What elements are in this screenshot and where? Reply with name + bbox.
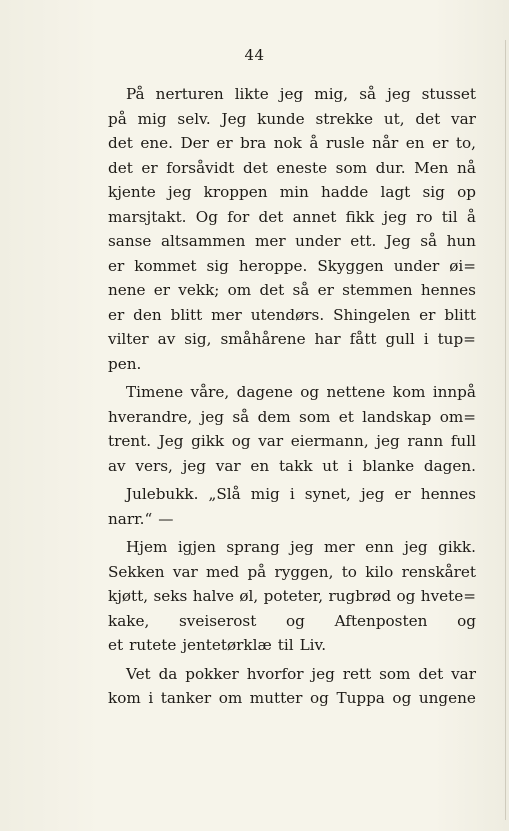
word: med [206,562,240,581]
word: altsammen [160,232,246,250]
word: og [231,432,251,450]
word: dur. [375,158,406,177]
word: pokker [185,664,239,683]
word: våre, [190,383,230,401]
word: mer [324,538,355,556]
text-line [108,278,476,303]
word: heroppe. [238,256,308,275]
word: op [457,183,476,201]
word: er [432,134,449,152]
word: „Slå [208,485,241,503]
word: og [396,587,416,605]
word: det [259,281,285,299]
word: er [108,305,125,324]
body-text [108,82,476,711]
word: blanke [362,456,415,475]
word: mer [254,232,286,250]
word: er [141,158,158,177]
text-line [108,205,476,230]
word: ut [322,456,339,475]
word: og [310,689,329,707]
word: er [153,281,171,299]
word: å [466,207,476,226]
word: nerturen [155,85,224,103]
text-line [108,303,476,328]
word: var [451,664,476,683]
text-line [108,380,476,405]
word: hennes [420,485,476,503]
word: hun [446,232,476,250]
word: den [133,305,162,324]
word: Men [414,158,449,177]
word: tanker [160,689,212,707]
word: selv. [177,109,211,128]
word: var [451,109,476,128]
word: er [394,485,411,503]
word: halve [192,587,234,605]
text-line [108,535,476,560]
word: utendørs. [250,305,325,324]
word: kake, [108,611,150,630]
word: jeg [404,538,428,556]
word: i [423,330,429,348]
text-line [108,107,476,132]
word: i [289,485,295,503]
word: til [277,636,294,654]
word: fikk [345,207,375,226]
text-line [108,156,476,181]
word: Julebukk. [126,485,199,503]
word: så [420,232,438,250]
word: øl, [239,587,259,605]
word: Sekken [108,562,165,581]
text-line [108,454,476,479]
word: mutter [249,689,303,707]
word: jeg [311,664,335,683]
word: Og [195,207,218,226]
word: rusle [325,134,365,152]
word: Shingelen [333,305,411,324]
word: jeg [279,85,304,103]
word: det [258,207,284,226]
word: kommet [134,256,197,275]
word: sveiserost [179,611,257,630]
word: som [335,158,368,177]
word: jeg [387,85,411,103]
word: er [419,305,436,324]
word: nok [273,134,302,152]
word: Skyggen [317,256,384,275]
word: var [172,562,198,581]
text-line [108,180,476,205]
text-line [108,633,476,658]
word: som [379,664,411,683]
word: stusset [421,85,476,103]
text-line [108,352,476,377]
word: landskap [362,407,432,426]
word: og [392,689,412,707]
word: seks [153,587,188,605]
word: jeg [376,432,400,450]
word: pen. [108,354,142,373]
word: det [418,664,444,683]
word: jeg [383,207,407,226]
word: innpå [432,383,476,401]
word: mer [211,305,242,324]
word: og [300,383,320,401]
text-line [108,662,476,687]
word: Aftenposten [334,611,428,630]
word: ungene [418,689,476,707]
word: gikk [191,432,225,450]
text-line [108,327,476,352]
word: rugbrød [328,587,392,605]
word: småhårene [220,330,306,348]
word: en [250,456,270,475]
word: annet [292,207,337,226]
word: og [286,611,305,630]
word: kjøtt, [108,587,149,605]
word: om [218,689,243,707]
word: kroppen [203,183,268,201]
word: sig [422,183,445,201]
word: Jeg [221,109,247,128]
word: øi= [449,256,476,275]
word: og [457,611,476,630]
word: vilter [108,330,149,348]
word: lagt [380,183,411,201]
word: tup= [437,330,476,348]
word: hadde [321,183,369,201]
word: så [232,407,250,426]
text-line [108,686,476,711]
word: Der [180,134,209,152]
word: jentetørklæ [182,636,272,654]
text-line [108,254,476,279]
word: mig [250,485,280,503]
word: når [372,134,399,152]
page-edge-line [505,40,506,820]
word: kjente [108,183,156,201]
word: — [158,509,174,528]
word: vers, [135,456,173,475]
word: full [450,432,476,450]
word: Liv. [299,636,327,654]
word: ene. [140,134,173,152]
word: renskåret [401,562,476,581]
word: jeg [290,538,314,556]
text-line [108,131,476,156]
word: så [359,85,377,103]
text-line [108,584,476,609]
word: ryggen, [274,562,334,581]
word: kom [108,689,141,707]
text-line [108,82,476,107]
word: kom [392,383,426,401]
word: synet, [304,485,351,503]
word: et [338,407,354,426]
word: dagen. [423,456,476,475]
word: nettene [326,383,386,401]
word: sanse [108,232,152,250]
word: hvorfor [246,664,304,683]
text-line [108,482,476,507]
word: under [295,232,341,250]
word: mig, [314,85,349,103]
word: jeg [200,407,225,426]
word: jeg [182,456,207,475]
word: eiermann, [290,432,369,450]
word: om= [439,407,476,426]
word: gull [385,330,415,348]
word: to, [455,134,476,152]
word: av [108,456,126,475]
word: var [215,456,241,475]
word: nene [108,281,146,299]
word: nå [457,158,476,177]
word: marsjtakt. [108,207,187,226]
word: er [317,281,334,299]
word: er [216,134,233,152]
text-line [108,507,476,532]
word: hverandre, [108,407,193,426]
word: jeg [360,485,385,503]
word: så [292,281,310,299]
word: bra [240,134,267,152]
word: gikk. [438,538,476,556]
word: fått [349,330,377,348]
word: er [108,256,125,275]
word: ut, [383,109,405,128]
word: har [314,330,341,348]
word: i [347,456,353,475]
word: sig, [184,330,212,348]
word: På [126,85,145,103]
word: dagene [236,383,293,401]
text-line [108,405,476,430]
word: forsåvidt [166,158,235,177]
word: dem [257,407,291,426]
word: av [157,330,176,348]
word: stemmen [342,281,413,299]
word: det [108,158,133,177]
word: Jeg [158,432,184,450]
word: i [148,689,154,707]
word: takk [278,456,313,475]
word: sig [206,256,229,275]
word: kilo [365,562,394,581]
page-number: 44 [244,46,265,64]
word: ett. [350,232,377,250]
word: det [415,109,441,128]
text-line [108,429,476,454]
word: vekk; [178,281,220,299]
word: narr.“ [108,509,153,528]
word: blitt [444,305,476,324]
word: hvete= [420,587,476,605]
word: Tuppa [336,689,385,707]
word: under [393,256,440,275]
word: på [247,562,267,581]
word: rutete [129,636,177,654]
word: igjen [177,538,216,556]
word: rann [407,432,444,450]
word: likte [234,85,269,103]
word: jeg [168,183,192,201]
word: strekke [315,109,373,128]
text-line [108,609,476,634]
word: Vet [126,664,151,683]
text-line [108,229,476,254]
word: det [108,134,133,152]
word: som [299,407,331,426]
word: eneste [276,158,328,177]
word: sprang [226,538,280,556]
word: to [341,562,357,581]
word: min [279,183,309,201]
word: poteter, [263,587,324,605]
word: enn [365,538,394,556]
word: å [309,134,319,152]
word: var [258,432,284,450]
word: kunde [257,109,305,128]
word: til [441,207,458,226]
word: det [243,158,268,177]
word: et [108,636,124,654]
word: ro [416,207,433,226]
word: blitt [170,305,203,324]
word: om [227,281,252,299]
word: en [405,134,425,152]
word: trent. [108,432,152,450]
word: hennes [420,281,476,299]
word: Jeg [385,232,411,250]
word: Timene [126,383,184,401]
word: Hjem [126,538,168,556]
word: rett [342,664,372,683]
word: på [108,109,127,128]
word: for [227,207,250,226]
word: da [158,664,178,683]
text-line [108,560,476,585]
word: mig [137,109,167,128]
